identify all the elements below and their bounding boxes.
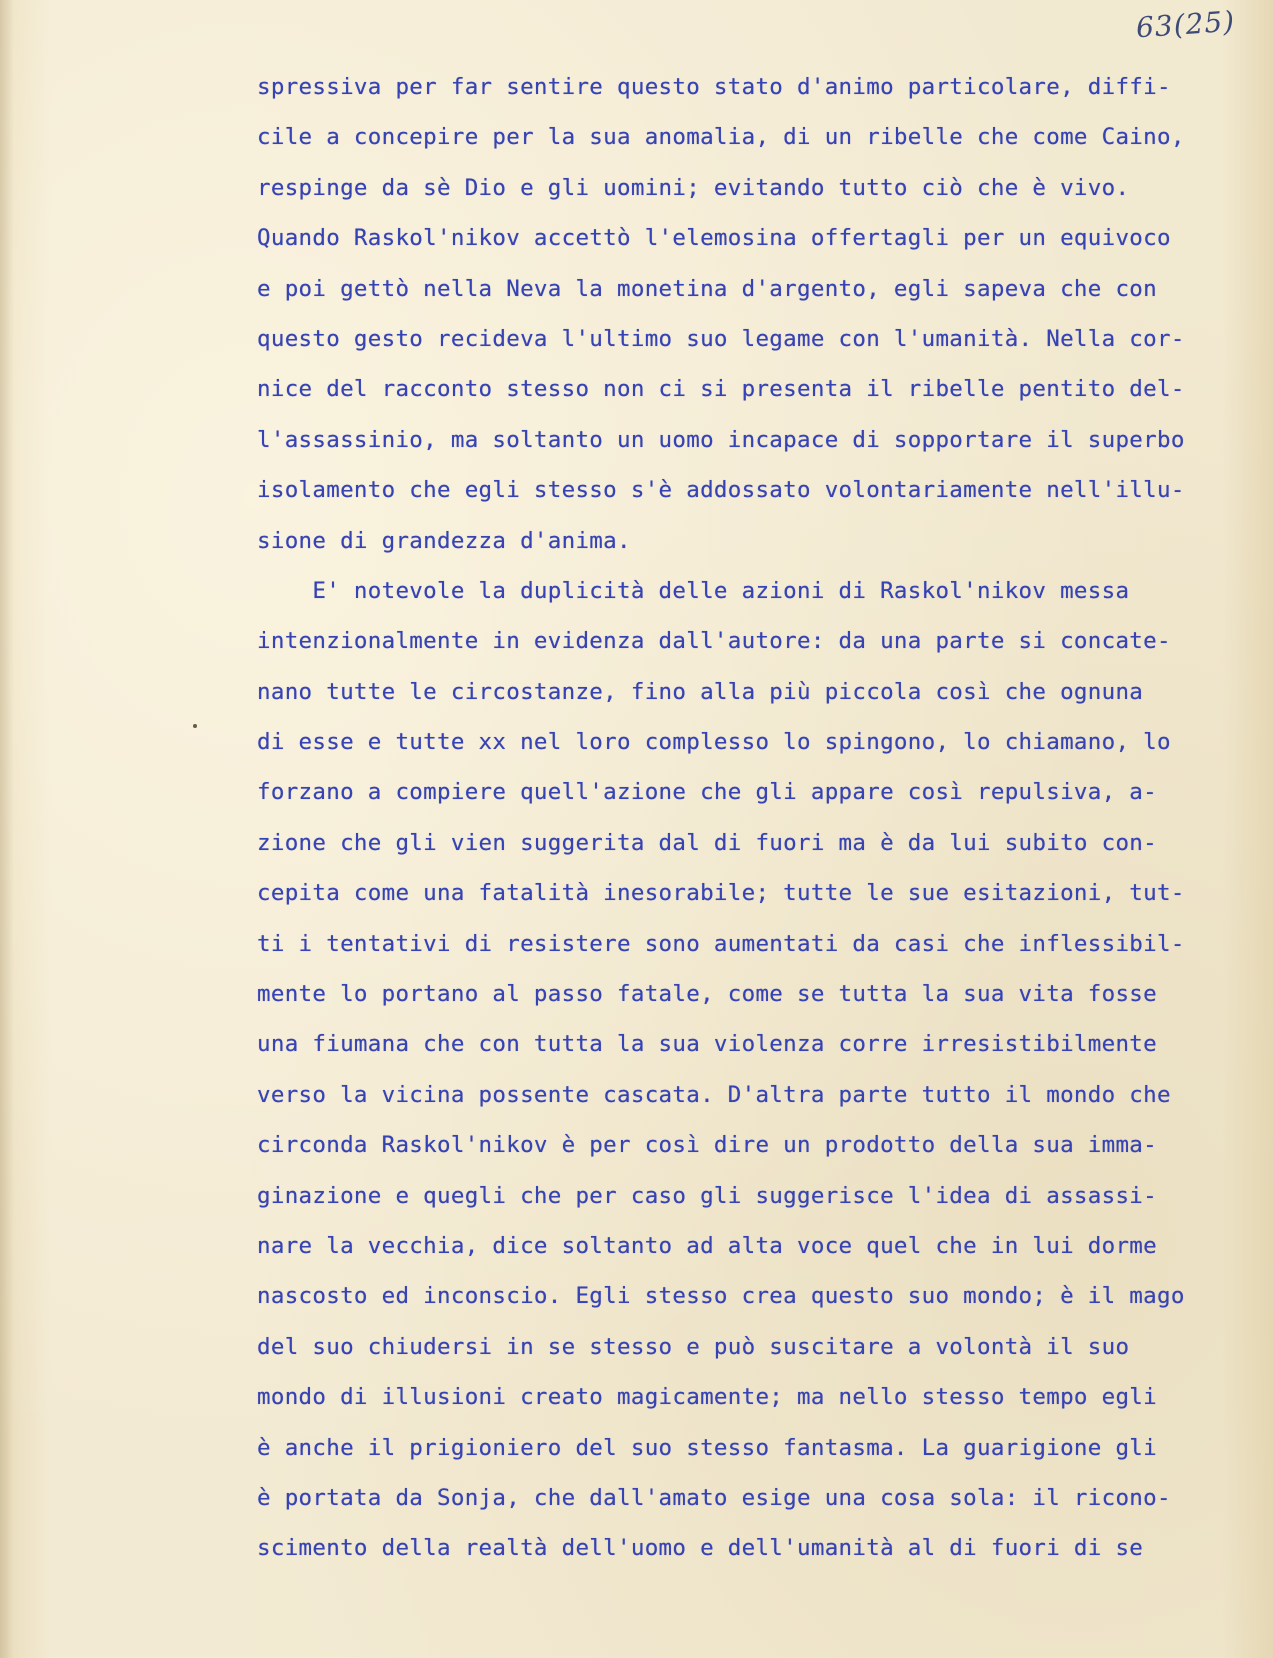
- text-line: nano tutte le circostanze, fino alla più piccola così che ognuna: [257, 678, 1144, 705]
- text-line: intenzionalmente in evidenza dall'autore: da una parte si concate-: [257, 628, 1171, 655]
- text-line: mondo di illusioni creato magicamente; ma nello stesso tempo egli: [257, 1384, 1157, 1411]
- text-line: cepita come una fatalità inesorabile; tutte le sue esitazioni, tut-: [257, 880, 1185, 907]
- text-line: scimento della realtà dell'uomo e dell'umanità al di fuori di se: [257, 1535, 1144, 1562]
- text-line: spressiva per far sentire questo stato d'animo particolare, diffi-: [257, 74, 1171, 100]
- body-text: [257, 62, 1257, 1574]
- text-line: ti i tentativi di resistere sono aumentati da casi che inflessibil-: [257, 930, 1185, 957]
- text-line: Quando Raskol'nikov accettò l'elemosina offertagli per un equivoco: [257, 225, 1171, 252]
- text-line: e poi gettò nella Neva la monetina d'argento, egli sapeva che con: [257, 275, 1157, 302]
- text-line: isolamento che egli stesso s'è addossato volontariamente nell'illu-: [257, 477, 1185, 504]
- margin-dot: [193, 724, 197, 728]
- text-line: E' notevole la duplicità delle azioni di Raskol'nikov messa: [257, 577, 1130, 604]
- text-line: mente lo portano al passo fatale, come se tutta la sua vita fosse: [257, 981, 1157, 1008]
- page-edge-shadow: [0, 0, 14, 1658]
- text-line: nare la vecchia, dice soltanto ad alta voce quel che in lui dorme: [257, 1232, 1157, 1259]
- paragraph-1: [257, 62, 1257, 566]
- text-line: una fiumana che con tutta la sua violenza corre irresistibilmente: [257, 1031, 1157, 1058]
- text-line: cile a concepire per la sua anomalia, di un ribelle che come Caino,: [257, 124, 1185, 151]
- text-line: respinge da sè Dio e gli uomini; evitando tutto ciò che è vivo.: [257, 174, 1130, 201]
- text-line: nice del racconto stesso non ci si presenta il ribelle pentito del-: [257, 376, 1185, 403]
- text-line: è portata da Sonja, che dall'amato esige una cosa sola: il ricono-: [257, 1484, 1171, 1511]
- text-line: verso la vicina possente cascata. D'altra parte tutto il mondo che: [257, 1081, 1171, 1108]
- text-line: zione che gli vien suggerita dal di fuori ma è da lui subito con-: [257, 829, 1157, 856]
- text-line: l'assassinio, ma soltanto un uomo incapace di sopportare il superbo: [257, 426, 1185, 453]
- text-line: del suo chiudersi in se stesso e può suscitare a volontà il suo: [257, 1333, 1130, 1360]
- text-line: di esse e tutte xx nel loro complesso lo spingono, lo chiamano, lo: [257, 729, 1171, 756]
- text-line: è anche il prigioniero del suo stesso fantasma. La guarigione gli: [257, 1434, 1157, 1461]
- text-line: questo gesto recideva l'ultimo suo legame con l'umanità. Nella cor-: [257, 325, 1185, 352]
- text-line: ginazione e quegli che per caso gli suggerisce l'idea di assassi-: [257, 1182, 1157, 1209]
- text-line: nascosto ed inconscio. Egli stesso crea questo suo mondo; è il mago: [257, 1283, 1185, 1310]
- text-line: circonda Raskol'nikov è per così dire un prodotto della sua imma-: [257, 1132, 1157, 1159]
- paragraph-2: [257, 566, 1257, 1574]
- page-number: 63(25): [1134, 4, 1237, 45]
- text-line: sione di grandezza d'anima.: [257, 527, 631, 554]
- text-line: forzano a compiere quell'azione che gli appare così repulsiva, a-: [257, 779, 1157, 806]
